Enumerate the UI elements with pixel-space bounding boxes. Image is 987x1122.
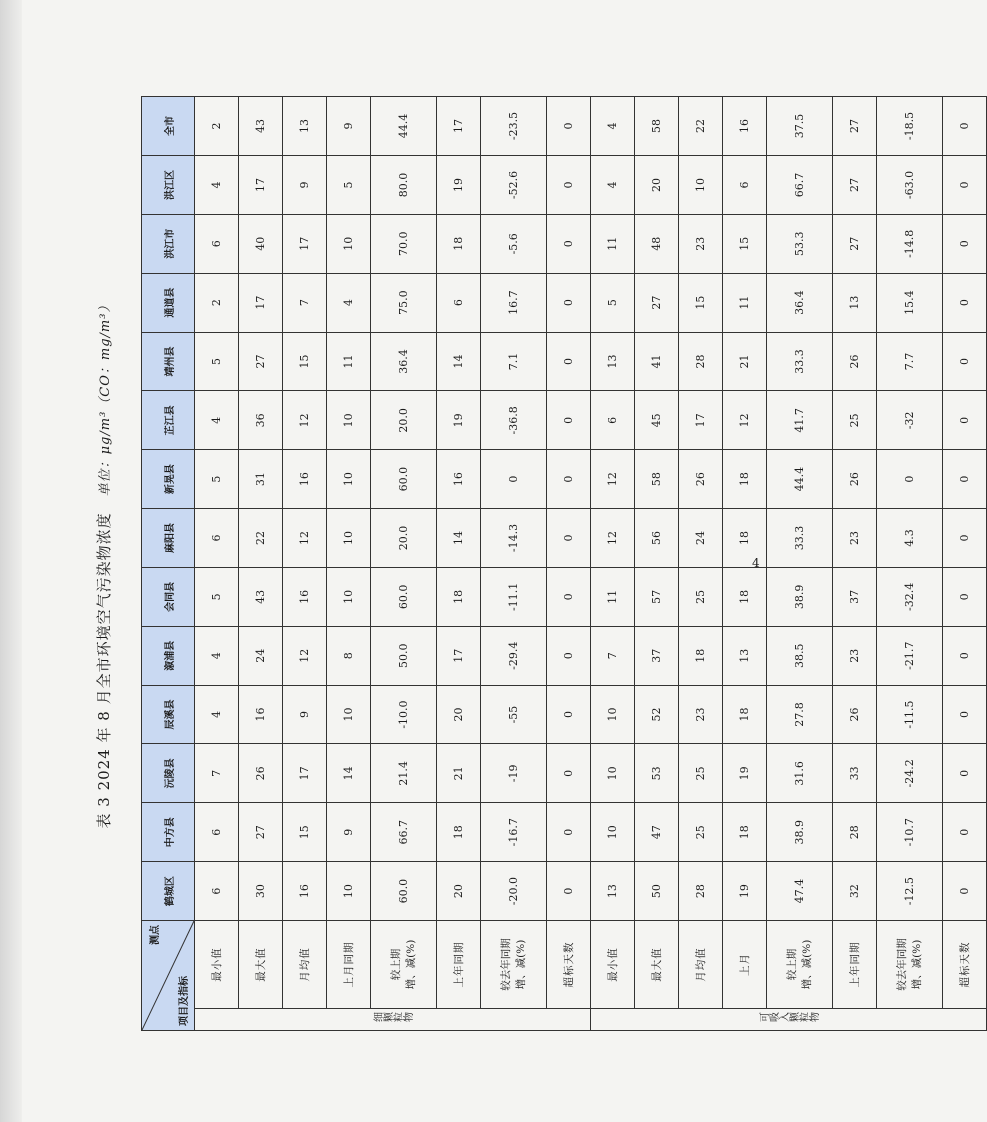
value-cell: 6 <box>723 156 767 215</box>
value-cell: -10.0 <box>371 685 437 744</box>
station-header: 沅陵县 <box>142 744 195 803</box>
value-cell: 23 <box>833 626 877 685</box>
table-row <box>481 97 547 1031</box>
value-cell: -55 <box>481 685 547 744</box>
value-cell: 53.3 <box>767 214 833 273</box>
value-cell: 28 <box>679 862 723 921</box>
table-row <box>327 97 371 1031</box>
value-cell: -23.5 <box>481 97 547 156</box>
header-row <box>142 97 195 1031</box>
value-cell: 27 <box>635 273 679 332</box>
value-cell: 7 <box>591 626 635 685</box>
value-cell: 21 <box>723 332 767 391</box>
value-cell: 16 <box>723 97 767 156</box>
value-cell: 17 <box>283 744 327 803</box>
value-cell: 10 <box>327 862 371 921</box>
value-cell: 12 <box>283 391 327 450</box>
row-label <box>767 921 833 1009</box>
station-header: 中方县 <box>142 803 195 862</box>
station-header: 全市 <box>142 97 195 156</box>
value-cell: 25 <box>679 803 723 862</box>
value-cell: -5.6 <box>481 214 547 273</box>
value-cell: 18 <box>437 803 481 862</box>
value-cell: -18.5 <box>877 97 943 156</box>
value-cell: 0 <box>481 450 547 509</box>
value-cell: 16.7 <box>481 273 547 332</box>
value-cell: 18 <box>723 803 767 862</box>
value-cell: 52 <box>635 685 679 744</box>
value-cell: 13 <box>723 626 767 685</box>
value-cell: -21.7 <box>877 626 943 685</box>
value-cell: 5 <box>327 156 371 215</box>
value-cell: 10 <box>327 214 371 273</box>
value-cell: 16 <box>283 862 327 921</box>
value-cell: 20 <box>635 156 679 215</box>
value-cell: 17 <box>679 391 723 450</box>
table-row <box>437 97 481 1031</box>
value-cell: 17 <box>437 97 481 156</box>
value-cell: 0 <box>943 214 987 273</box>
value-cell: -52.6 <box>481 156 547 215</box>
value-cell: 12 <box>723 391 767 450</box>
value-cell: 0 <box>943 450 987 509</box>
value-cell: 32 <box>833 862 877 921</box>
station-header: 靖州县 <box>142 332 195 391</box>
value-cell: -24.2 <box>877 744 943 803</box>
value-cell: -63.0 <box>877 156 943 215</box>
value-cell: 60.0 <box>371 862 437 921</box>
value-cell: 12 <box>591 450 635 509</box>
value-cell: 19 <box>723 862 767 921</box>
row-label: 最大值 <box>239 921 283 1009</box>
value-cell: 0 <box>943 509 987 568</box>
value-cell: 25 <box>833 391 877 450</box>
value-cell: 13 <box>591 332 635 391</box>
table-row <box>679 97 723 1031</box>
value-cell: 58 <box>635 97 679 156</box>
table-row <box>239 97 283 1031</box>
value-cell: 25 <box>679 567 723 626</box>
value-cell: 5 <box>195 450 239 509</box>
value-cell: 17 <box>437 626 481 685</box>
group-label: 细颗粒物 <box>195 1009 591 1031</box>
corner-label-station: 测点 <box>150 925 161 945</box>
value-cell: -32.4 <box>877 567 943 626</box>
station-header: 会同县 <box>142 567 195 626</box>
value-cell: 16 <box>283 450 327 509</box>
value-cell: 12 <box>283 626 327 685</box>
table-caption <box>93 96 114 1031</box>
value-cell: 0 <box>547 626 591 685</box>
value-cell: -11.5 <box>877 685 943 744</box>
value-cell: 5 <box>195 567 239 626</box>
table-row <box>283 97 327 1031</box>
value-cell: 0 <box>547 509 591 568</box>
value-cell: 41.7 <box>767 391 833 450</box>
value-cell: 9 <box>283 685 327 744</box>
value-cell: 11 <box>591 214 635 273</box>
value-cell: 60.0 <box>371 450 437 509</box>
value-cell: 0 <box>547 862 591 921</box>
value-cell: 11 <box>327 332 371 391</box>
value-cell: 21.4 <box>371 744 437 803</box>
row-label: 月均值 <box>283 921 327 1009</box>
value-cell: 17 <box>239 273 283 332</box>
row-label: 超标天数 <box>943 921 987 1009</box>
value-cell: 60.0 <box>371 567 437 626</box>
value-cell: 4 <box>327 273 371 332</box>
value-cell: 25 <box>679 744 723 803</box>
value-cell: 19 <box>723 744 767 803</box>
value-cell: 17 <box>239 156 283 215</box>
value-cell: 15 <box>283 803 327 862</box>
value-cell: 33.3 <box>767 509 833 568</box>
value-cell: 21 <box>437 744 481 803</box>
value-cell: 6 <box>195 862 239 921</box>
value-cell: 2 <box>195 97 239 156</box>
value-cell: 27 <box>833 156 877 215</box>
value-cell: 66.7 <box>767 156 833 215</box>
value-cell: 18 <box>723 450 767 509</box>
row-label <box>371 921 437 1009</box>
value-cell: 36.4 <box>767 273 833 332</box>
value-cell: 0 <box>943 685 987 744</box>
value-cell: 6 <box>195 509 239 568</box>
value-cell: 0 <box>547 214 591 273</box>
value-cell: 18 <box>723 567 767 626</box>
page-number: 4 <box>752 556 760 570</box>
value-cell: 23 <box>679 685 723 744</box>
scan-edge-shadow <box>0 0 22 1122</box>
value-cell: 33 <box>833 744 877 803</box>
value-cell: 16 <box>283 567 327 626</box>
table-row <box>833 97 877 1031</box>
table-row <box>943 97 987 1031</box>
value-cell: 10 <box>591 744 635 803</box>
station-header: 麻阳县 <box>142 509 195 568</box>
value-cell: 0 <box>943 744 987 803</box>
table-row <box>723 97 767 1031</box>
value-cell: 0 <box>877 450 943 509</box>
value-cell: 8 <box>327 626 371 685</box>
value-cell: -16.7 <box>481 803 547 862</box>
value-cell: 20.0 <box>371 391 437 450</box>
value-cell: 27 <box>239 803 283 862</box>
value-cell: 20 <box>437 862 481 921</box>
value-cell: 26 <box>833 450 877 509</box>
value-cell: 31.6 <box>767 744 833 803</box>
value-cell: 47 <box>635 803 679 862</box>
value-cell: 0 <box>547 803 591 862</box>
value-cell: 11 <box>723 273 767 332</box>
value-cell: 4 <box>591 97 635 156</box>
value-cell: -11.1 <box>481 567 547 626</box>
station-header: 辰溪县 <box>142 685 195 744</box>
value-cell: 0 <box>547 97 591 156</box>
row-label: 最小值 <box>591 921 635 1009</box>
value-cell: 5 <box>591 273 635 332</box>
value-cell: 10 <box>679 156 723 215</box>
value-cell: 19 <box>437 156 481 215</box>
value-cell: -36.8 <box>481 391 547 450</box>
value-cell: 0 <box>943 273 987 332</box>
value-cell: 44.4 <box>767 450 833 509</box>
value-cell: 53 <box>635 744 679 803</box>
row-label-line-2: 增、减(%) <box>910 939 923 990</box>
value-cell: 6 <box>437 273 481 332</box>
value-cell: 26 <box>239 744 283 803</box>
corner-label-item: 项目及指标 <box>179 976 190 1026</box>
value-cell: 0 <box>943 332 987 391</box>
table-row <box>635 97 679 1031</box>
value-cell: 0 <box>547 273 591 332</box>
value-cell: 10 <box>327 685 371 744</box>
value-cell: 20.0 <box>371 509 437 568</box>
value-cell: 26 <box>679 450 723 509</box>
corner-header-cell <box>142 921 195 1031</box>
value-cell: 7.1 <box>481 332 547 391</box>
value-cell: 50 <box>635 862 679 921</box>
value-cell: 11 <box>591 567 635 626</box>
value-cell: 23 <box>833 509 877 568</box>
value-cell: 17 <box>283 214 327 273</box>
value-cell: 0 <box>943 862 987 921</box>
value-cell: 58 <box>635 450 679 509</box>
table-body <box>195 97 987 1031</box>
row-label-line-1: 较去年同期 <box>499 938 512 991</box>
value-cell: 28 <box>679 332 723 391</box>
value-cell: 23 <box>679 214 723 273</box>
value-cell: 41 <box>635 332 679 391</box>
value-cell: 50.0 <box>371 626 437 685</box>
value-cell: -10.7 <box>877 803 943 862</box>
value-cell: 0 <box>547 156 591 215</box>
table-row <box>877 97 943 1031</box>
value-cell: 56 <box>635 509 679 568</box>
value-cell: 36 <box>239 391 283 450</box>
value-cell: 31 <box>239 450 283 509</box>
value-cell: 18 <box>723 685 767 744</box>
value-cell: 28 <box>833 803 877 862</box>
row-label: 上年同期 <box>437 921 481 1009</box>
caption-unit: 单位：μg/m³（CO：mg/m³） <box>98 298 113 497</box>
row-label-line-2: 增、减(%) <box>800 939 813 990</box>
value-cell: 6 <box>591 391 635 450</box>
value-cell: 16 <box>239 685 283 744</box>
value-cell: 45 <box>635 391 679 450</box>
value-cell: 10 <box>327 450 371 509</box>
value-cell: 0 <box>547 450 591 509</box>
value-cell: 20 <box>437 685 481 744</box>
value-cell: 24 <box>679 509 723 568</box>
station-header: 洪江区 <box>142 156 195 215</box>
value-cell: 14 <box>437 509 481 568</box>
value-cell: 26 <box>833 332 877 391</box>
value-cell: 30 <box>239 862 283 921</box>
row-label: 上年同期 <box>833 921 877 1009</box>
table-row <box>195 97 239 1031</box>
value-cell: 38.9 <box>767 567 833 626</box>
value-cell: 15 <box>679 273 723 332</box>
row-label: 月均值 <box>679 921 723 1009</box>
value-cell: 13 <box>833 273 877 332</box>
value-cell: 27.8 <box>767 685 833 744</box>
value-cell: 27 <box>833 97 877 156</box>
row-label: 最小值 <box>195 921 239 1009</box>
value-cell: 40 <box>239 214 283 273</box>
value-cell: 12 <box>283 509 327 568</box>
value-cell: 13 <box>591 862 635 921</box>
value-cell: 10 <box>591 803 635 862</box>
value-cell: 10 <box>327 391 371 450</box>
value-cell: 7.7 <box>877 332 943 391</box>
value-cell: -29.4 <box>481 626 547 685</box>
value-cell: 16 <box>437 450 481 509</box>
row-label: 最大值 <box>635 921 679 1009</box>
value-cell: 38.5 <box>767 626 833 685</box>
station-header: 洪江市 <box>142 214 195 273</box>
row-label-line-1: 较上期 <box>389 948 402 981</box>
value-cell: 37.5 <box>767 97 833 156</box>
value-cell: 26 <box>833 685 877 744</box>
value-cell: 18 <box>723 509 767 568</box>
value-cell: 0 <box>943 803 987 862</box>
row-label: 超标天数 <box>547 921 591 1009</box>
value-cell: 18 <box>437 567 481 626</box>
row-label-line-1: 较去年同期 <box>895 938 908 991</box>
value-cell: 19 <box>437 391 481 450</box>
value-cell: 9 <box>327 97 371 156</box>
rotated-table-area <box>95 96 971 1031</box>
station-header: 鹤城区 <box>142 862 195 921</box>
row-label: 上月同期 <box>327 921 371 1009</box>
row-label-line-2: 增、减(%) <box>404 939 417 990</box>
value-cell: -12.5 <box>877 862 943 921</box>
value-cell: 22 <box>239 509 283 568</box>
value-cell: 66.7 <box>371 803 437 862</box>
value-cell: 4 <box>195 156 239 215</box>
value-cell: 7 <box>283 273 327 332</box>
value-cell: -14.8 <box>877 214 943 273</box>
station-header: 通道县 <box>142 273 195 332</box>
value-cell: 14 <box>437 332 481 391</box>
value-cell: 15 <box>723 214 767 273</box>
value-cell: 7 <box>195 744 239 803</box>
pollutant-table <box>141 96 987 1031</box>
value-cell: 0 <box>943 391 987 450</box>
value-cell: 18 <box>437 214 481 273</box>
table-row <box>371 97 437 1031</box>
value-cell: 75.0 <box>371 273 437 332</box>
value-cell: 48 <box>635 214 679 273</box>
value-cell: 13 <box>283 97 327 156</box>
value-cell: 0 <box>547 332 591 391</box>
row-label: 上月 <box>723 921 767 1009</box>
value-cell: 27 <box>833 214 877 273</box>
value-cell: 24 <box>239 626 283 685</box>
value-cell: 47.4 <box>767 862 833 921</box>
value-cell: 43 <box>239 97 283 156</box>
value-cell: 57 <box>635 567 679 626</box>
value-cell: 2 <box>195 273 239 332</box>
value-cell: 14 <box>327 744 371 803</box>
value-cell: 0 <box>547 685 591 744</box>
value-cell: 70.0 <box>371 214 437 273</box>
value-cell: 10 <box>327 567 371 626</box>
value-cell: 0 <box>547 391 591 450</box>
row-label-line-2: 增、减(%) <box>514 939 527 990</box>
row-label-line-1: 较上期 <box>785 948 798 981</box>
value-cell: 0 <box>547 744 591 803</box>
station-header: 芷江县 <box>142 391 195 450</box>
value-cell: 27 <box>239 332 283 391</box>
caption-title: 表 3 2024 年 8 月全市环境空气污染物浓度 <box>95 512 113 829</box>
value-cell: 4 <box>195 685 239 744</box>
table-row <box>591 97 635 1031</box>
table-row <box>547 97 591 1031</box>
value-cell: 4 <box>195 391 239 450</box>
value-cell: 43 <box>239 567 283 626</box>
value-cell: 33.3 <box>767 332 833 391</box>
value-cell: 22 <box>679 97 723 156</box>
value-cell: 37 <box>635 626 679 685</box>
value-cell: 6 <box>195 803 239 862</box>
value-cell: 36.4 <box>371 332 437 391</box>
station-header: 新晃县 <box>142 450 195 509</box>
value-cell: 80.0 <box>371 156 437 215</box>
value-cell: 6 <box>195 214 239 273</box>
value-cell: 9 <box>283 156 327 215</box>
value-cell: 0 <box>943 156 987 215</box>
value-cell: 5 <box>195 332 239 391</box>
value-cell: 0 <box>943 626 987 685</box>
row-label <box>877 921 943 1009</box>
group-label: 可吸入颗粒物 <box>591 1009 987 1031</box>
value-cell: 37 <box>833 567 877 626</box>
value-cell: 10 <box>591 685 635 744</box>
table-row <box>767 97 833 1031</box>
value-cell: 38.9 <box>767 803 833 862</box>
row-label <box>481 921 547 1009</box>
value-cell: 0 <box>943 567 987 626</box>
value-cell: -32 <box>877 391 943 450</box>
value-cell: 15.4 <box>877 273 943 332</box>
value-cell: 0 <box>547 567 591 626</box>
value-cell: 15 <box>283 332 327 391</box>
station-header: 溆浦县 <box>142 626 195 685</box>
value-cell: 9 <box>327 803 371 862</box>
value-cell: 4 <box>195 626 239 685</box>
value-cell: 10 <box>327 509 371 568</box>
value-cell: 18 <box>679 626 723 685</box>
value-cell: 4 <box>591 156 635 215</box>
value-cell: -20.0 <box>481 862 547 921</box>
value-cell: 12 <box>591 509 635 568</box>
value-cell: 4.3 <box>877 509 943 568</box>
value-cell: -14.3 <box>481 509 547 568</box>
value-cell: -19 <box>481 744 547 803</box>
value-cell: 44.4 <box>371 97 437 156</box>
value-cell: 0 <box>943 97 987 156</box>
